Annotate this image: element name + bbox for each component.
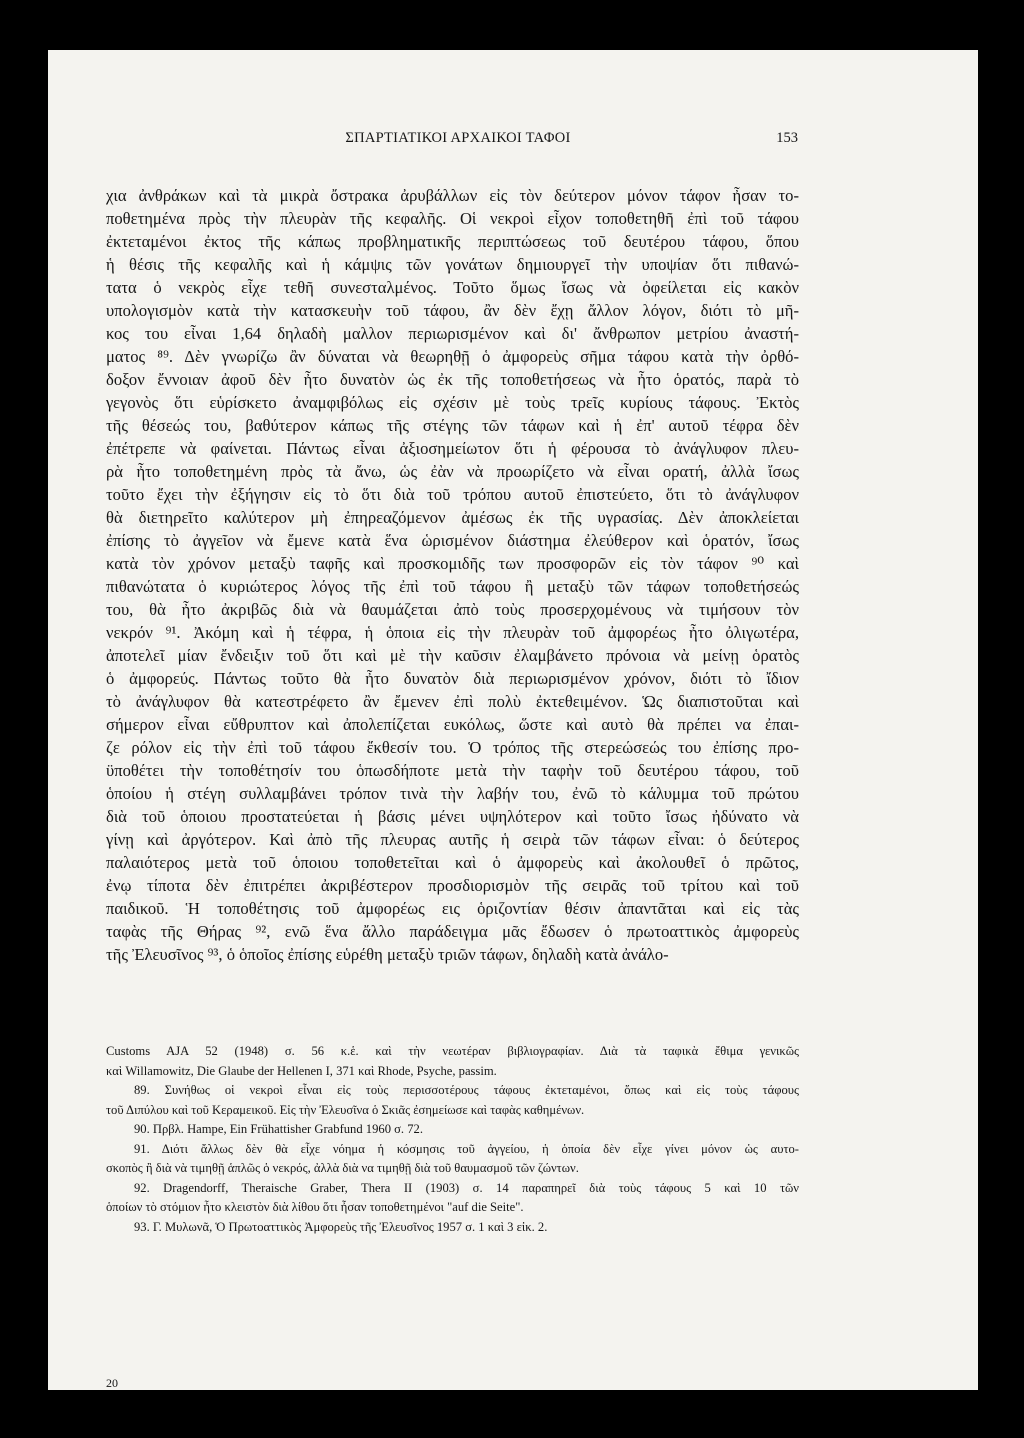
text-line: τῆς θέσεώς του, βαθύτερον κάπως τῆς στέγης τῶν τάφων καὶ ἡ ἐπ' αυτοῦ τέφρα δὲν xyxy=(106,416,799,435)
text-line: ὁ ἀμφορεύς. Πάντως τοῦτο θὰ ἦτο δυνατὸν διὰ περιωρισμένον χρόνον, διότι τὸ ἴδιον xyxy=(106,669,799,688)
text-line: πιθανώτατα ὁ κυριώτερος λόγος τῆς ἐπὶ τοῦ τάφου ἢ μεταξὺ τῶν τάφων τοποθετήσεώς xyxy=(106,577,799,596)
text-line: κος του εἶναι 1,64 δηλαδὴ μαλλον περιωρισμένον καὶ δι' ἄνθρωπον μετρίου ἀναστή- xyxy=(106,324,799,343)
footnote-line: 89. Συνήθως οἱ νεκροὶ εἶναι εἰς τοὺς περισσοτέρους τάφους ἐκτεταμένοι, ὅπως καὶ εἰς τοὺς τάφους xyxy=(134,1083,799,1097)
footnote-line: 93. Γ. Μυλωνᾶ, Ὁ Πρωτοαττικὸς Ἀμφορεὺς τῆς Ἐλευσῖνος 1957 σ. 1 καὶ 3 εἰκ. 2. xyxy=(134,1219,548,1234)
text-line: ταφὰς τῆς Θήρας ⁹², ενῶ ἕνα ἄλλο παράδειγμα μᾶς ἔδωσεν ὁ πρωτοαττικὸς ἀμφορεὺς xyxy=(106,922,799,941)
text-line: υπολογισμὸν κατὰ τὴν κατασκευὴν τοῦ τάφου, ἂν δὲν ἔχῃ ἄλλον λόγον, διότι τὸ μῆ- xyxy=(106,301,799,320)
footnote-line: 92. Dragendorff, Theraische Graber, Thera II (1903) σ. 14 παραπηρεῖ διὰ τοὺς τάφους 5 καὶ 10 τῶν xyxy=(134,1180,799,1195)
signature-mark: 20 xyxy=(106,1376,118,1390)
text-line: ρὰ ἦτο τοποθετημένη πρὸς τὰ ἄνω, ὡς ἐὰν νὰ προωρίζετο νὰ εἶναι ορατή, ἀλλὰ ἴσως xyxy=(106,462,799,481)
text-line: τοῦτο ἔχει τὴν ἐξήγησιν εἰς τὸ ὅτι διὰ τοῦ τρόπου αυτοῦ ἐπιστεύετο, ὅτι τὸ ἀνάγλυφον xyxy=(106,485,799,504)
footnote-line: καὶ Willamowitz, Die Glaube der Hellenen I, 371 καὶ Rhode, Psyche, passim. xyxy=(106,1063,497,1078)
footnote-line: σκοπὸς ἢ διὰ νὰ τιμηθῇ ἁπλῶς ὁ νεκρός, ἀλλὰ διὰ να τιμηθῇ διὰ τοῦ θαυμασμοῦ τῶν ζώντων. xyxy=(106,1161,579,1175)
text-line: τὸ ἀνάγλυφον θὰ κατεστρέφετο ἂν ἔμενεν ἐπὶ πολὺ ἐκτεθειμένον. Ὡς διαπιστοῦται καὶ xyxy=(106,692,799,711)
main-text xyxy=(106,184,799,966)
text-line: ϋποθέτει τὴν τοποθέτησίν του ὁπωσδήποτε μετὰ τὴν ταφὴν τοῦ δευτέρου τάφου, τοῦ xyxy=(106,761,799,780)
text-line: παιδικοῦ. Ἡ τοποθέτησις τοῦ ἀμφορέως εις ὁριζοντίαν θέσιν ἀπαντᾶται καὶ εἰς τὰς xyxy=(106,899,799,918)
text-line: ἐκτεταμένοι ἐκτος τῆς κάπως προβληματικῆς περιπτώσεως τοῦ δευτέρου τάφου, ὅπου xyxy=(106,232,799,251)
text-line: ζε ρόλον εἰς τὴν ἐπὶ τοῦ τάφου ἔκθεσίν του. Ὁ τρόπος τῆς στερεώσεώς του ἐπίσης προ- xyxy=(106,738,799,757)
text-line: ματος ⁸⁹. Δὲν γνωρίζω ἂν δύναται νὰ θεωρηθῇ ὁ ἀμφορεὺς σῆμα τάφου κατὰ τὴν ὀρθό- xyxy=(106,347,799,366)
footnote-line: 91. Διότι ἄλλως δὲν θὰ εἶχε νόημα ἡ κόσμησις τοῦ ἀγγείου, ἡ ὁποία δὲν εἶχε γίνει μόνον ὡς αυτο- xyxy=(134,1141,799,1156)
text-line: ποθετημένα πρὸς τὴν πλευρὰν τῆς κεφαλῆς. Οἱ νεκροὶ εἶχον τοποθετηθῆ ἐπὶ τοῦ τάφου xyxy=(106,209,799,228)
text-line: χια ἀνθράκων καὶ τὰ μικρὰ ὄστρακα ἀρυβάλλων εἰς τὸν δεύτερον μόνον τάφον ἦσαν το- xyxy=(106,186,799,205)
page-number: 153 xyxy=(776,130,798,146)
text-line: νεκρόν ⁹¹. Ἀκόμη καὶ ἡ τέφρα, ἡ ὁποια εἰς τὴν πλευρὰν τοῦ ἀμφορέως ἦτο ὀλιγωτέρα, xyxy=(106,623,799,642)
text-line: ἐπίσης τὸ ἀγγεῖον νὰ ἔμενε κατὰ ἕνα ὡρισμένον διάστημα ἐλεύθερον καὶ ὁρατόν, ἴσως xyxy=(106,531,799,550)
text-line: ἀποτελεῖ μίαν ἔνδειξιν τοῦ ὅτι καὶ μὲ τὴν καῦσιν ἐλαμβάνετο πρόνοια νὰ μείνῃ ὁρατὸς xyxy=(106,646,799,665)
text-line: σήμερον εἶναι εὔθρυπτον καὶ ἀπολεπίζεται ευκόλως, ὥστε καὶ αυτὸ θὰ πρέπει να ἐπαι- xyxy=(106,715,799,734)
footnote-line: τοῦ Διπύλου καὶ τοῦ Κεραμεικοῦ. Εἰς τὴν Ἐλευσῖνα ὁ Σκιᾶς ἐσημείωσε καὶ ταφὰς καθημένων. xyxy=(106,1102,585,1117)
page-header xyxy=(48,130,978,154)
text-line: ἐνῳ τίποτα δὲν ἐπιτρέπει ἀκριβέστερον προσδιορισμὸν τῆς σειρᾶς τοῦ τρίτου καὶ τοῦ xyxy=(106,876,799,895)
text-line: παλαιότερος μετὰ τοῦ ὁποιου τοποθετεῖται καὶ ὁ ἀμφορεὺς καὶ ἀκολουθεῖ ὁ πρῶτος, xyxy=(106,853,799,872)
text-line: ἐπέτρεπε νὰ φαίνεται. Πάντως εἶναι ἀξιοσημείωτον ὅτι ἡ φέρουσα τὸ ἀνάγλυφον πλευ- xyxy=(106,439,799,458)
footnotes xyxy=(106,1042,799,1237)
text-line: κατὰ τὸν χρόνον μεταξὺ ταφῆς καὶ προσκομιδῆς των προσφορῶν εἰς τὸν τάφον ⁹⁰ καὶ xyxy=(106,554,799,573)
book-page xyxy=(48,50,978,1390)
footnote-line: 90. Πρβλ. Hampe, Ein Frühattisher Grabfund 1960 σ. 72. xyxy=(134,1122,423,1136)
footnote-line: ὁποίων τὸ στόμιον ἦτο κλειστὸν διὰ λίθου ὅτι ἦσαν τοποθετημένοι "auf die Seite". xyxy=(106,1200,524,1214)
text-line: διὰ τοῦ ὁποιου προστατεύεται ἡ βάσις μένει υψηλότερον καὶ τοῦτο ἴσως ἠδύνατο νὰ xyxy=(106,807,799,826)
text-line: τατα ὁ νεκρὸς εἶχε τεθῆ συνεσταλμένος. Τοῦτο ὅμως ἴσως νὰ ὀφείλεται εἰς κακὸν xyxy=(106,278,799,297)
text-line: γεγονὸς ὅτι εὑρίσκετο ἀναμφιβόλως εἰς σχέσιν μὲ τοὺς τρεῖς κυρίους τάφους. Ἐκτὸς xyxy=(106,393,799,412)
text-line: του, θὰ ἦτο ἀκριβῶς διὰ νὰ θαυμάζεται ἀπὸ τοὺς προσερχομένους νὰ τιμήσουν τὸν xyxy=(106,600,799,619)
running-title: ΣΠΑΡΤΙΑΤΙΚΟΙ ΑΡΧΑΙΚΟΙ ΤΑΦΟΙ xyxy=(345,130,571,146)
text-line: δοξον ἔννοιαν ἀφοῦ δὲν ἦτο δυνατὸν ὡς ἐκ τῆς τοποθετήσεως νὰ ἦτο ὁρατός, παρὰ τὸ xyxy=(106,370,799,389)
text-line: ὁποίου ἡ στέγη συλλαμβάνει τρόπον τινὰ τὴν λαβήν του, ἐνῶ τὸ κάλυμμα τοῦ πρώτου xyxy=(106,784,799,803)
text-line: θὰ διετηρεῖτο καλύτερον μὴ ἐπηρεαζόμενον ἀμέσως ἐκ τῆς υγρασίας. Δὲν ἀποκλείεται xyxy=(106,508,799,527)
footnote-line: Customs AJA 52 (1948) σ. 56 κ.ἑ. καὶ τὴν νεωτέραν βιβλιογραφίαν. Διὰ τὰ ταφικὰ ἔθιμα γενικῶς xyxy=(106,1044,799,1058)
text-line: ἡ θέσις τῆς κεφαλῆς καὶ ἡ κάμψις τῶν γονάτων δημιουργεῖ τὴν υποψίαν ὅτι πιθανώ- xyxy=(106,255,799,274)
text-line: τῆς Ἐλευσῖνος ⁹³, ὁ ὁποῖος ἐπίσης εὑρέθη μεταξὺ τριῶν τάφων, δηλαδὴ κατὰ ἀνάλο- xyxy=(106,945,669,964)
text-line: γίνῃ καὶ ἀργότερον. Καὶ ἀπὸ τῆς πλευρας αυτῆς ἡ σειρὰ τῶν τάφων εἶναι: ὁ δεύτερος xyxy=(106,830,799,849)
